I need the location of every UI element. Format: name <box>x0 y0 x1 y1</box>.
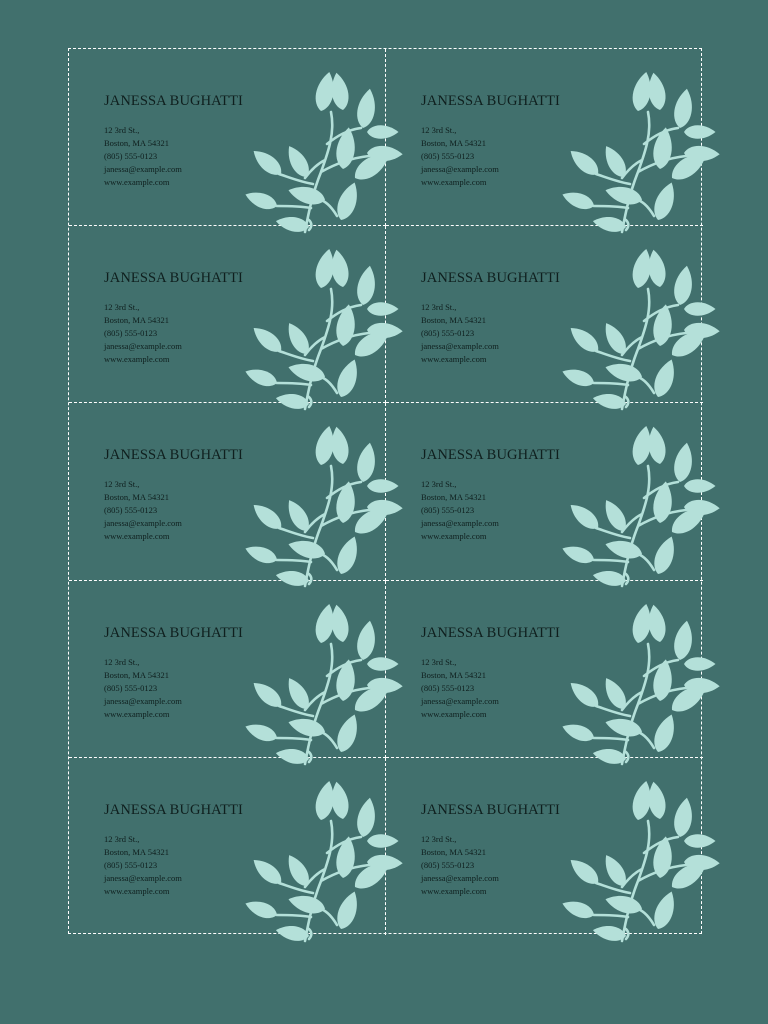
leaf-shape <box>684 145 720 162</box>
email-address: janessa@example.com <box>104 695 182 706</box>
leaf-branch-icon <box>582 769 704 943</box>
address-line-2: Boston, MA 54321 <box>421 315 486 326</box>
leaf-shape <box>334 481 358 525</box>
leaf-shape <box>672 442 696 484</box>
leaf-shape <box>603 182 644 207</box>
leaf-shape <box>650 534 680 577</box>
leaf-shape <box>645 426 668 466</box>
website: www.example.com <box>421 708 487 719</box>
website: www.example.com <box>104 885 170 896</box>
leaf-shape <box>334 303 358 347</box>
leaf-shape <box>645 780 668 820</box>
phone-number: (805) 555-0123 <box>104 151 158 161</box>
leaf-shape <box>334 658 358 702</box>
phone-number: (805) 555-0123 <box>104 328 158 339</box>
leaf-stem <box>594 466 686 586</box>
leaf-shape <box>283 497 314 536</box>
phone-number: (805) 555-0123 <box>104 505 158 516</box>
leaf-shape <box>286 182 327 207</box>
card-name: JANESSA BUGHATTI <box>104 270 243 287</box>
leaf-shape <box>603 537 644 562</box>
business-card <box>386 226 703 403</box>
leaf-shape <box>651 835 675 879</box>
leaf-shape <box>566 145 603 180</box>
leaf-stem <box>594 112 686 232</box>
leaf-shape <box>672 796 696 838</box>
email-address: janessa@example.com <box>421 518 499 529</box>
leaf-shape <box>600 674 631 713</box>
leaf-shape <box>651 126 675 170</box>
leaf-shape <box>333 534 363 577</box>
address-line-2: Boston, MA 54321 <box>104 138 169 148</box>
leaf-shape <box>333 711 363 754</box>
website: www.example.com <box>421 354 487 365</box>
address-line-2: Boston, MA 54321 <box>104 492 169 503</box>
card-contact-details <box>104 301 182 366</box>
leaf-shape <box>560 188 597 213</box>
leaf-shape <box>667 501 712 540</box>
leaf-shape <box>355 87 379 129</box>
leaf-shape <box>566 854 603 889</box>
leaf-shape <box>667 324 712 363</box>
email-address: janessa@example.com <box>421 695 499 706</box>
address-line-1: 12 3rd St., <box>104 479 140 490</box>
card-name: JANESSA BUGHATTI <box>104 624 243 641</box>
address-line-2: Boston, MA 54321 <box>421 846 486 857</box>
leaf-shape <box>313 70 338 113</box>
leaf-shape <box>249 145 286 180</box>
email-address: janessa@example.com <box>104 341 182 352</box>
business-card <box>386 758 703 935</box>
leaf-shape <box>630 779 655 822</box>
leaf-shape <box>355 619 379 661</box>
leaf-stem <box>594 644 686 764</box>
leaf-shape <box>286 360 327 385</box>
leaf-shape <box>645 249 668 289</box>
leaf-shape <box>630 602 655 645</box>
leaf-shape <box>667 855 712 894</box>
leaf-shape <box>560 896 597 921</box>
business-card <box>69 226 386 403</box>
leaf-stem <box>277 644 369 764</box>
email-address: janessa@example.com <box>421 872 499 883</box>
address-line-2: Boston, MA 54321 <box>104 315 169 326</box>
leaf-shape <box>313 425 338 468</box>
leaf-shape <box>243 188 280 213</box>
card-name: JANESSA BUGHATTI <box>421 801 560 818</box>
card-contact-details <box>104 124 182 189</box>
leaf-shape <box>328 780 351 820</box>
leaf-shape <box>328 71 351 111</box>
leaf-shape <box>684 677 720 694</box>
card-name: JANESSA BUGHATTI <box>421 93 560 109</box>
leaf-shape <box>334 126 358 170</box>
leaf-shape <box>600 142 631 181</box>
leaf-shape <box>355 796 379 838</box>
card-name: JANESSA BUGHATTI <box>104 801 243 818</box>
phone-number: (805) 555-0123 <box>421 859 475 870</box>
leaf-branch-icon <box>582 237 704 411</box>
leaf-shape <box>249 500 286 535</box>
leaf-shape <box>630 247 655 290</box>
leaf-shape <box>651 481 675 525</box>
leaf-stem <box>594 821 686 941</box>
business-card <box>69 49 386 226</box>
leaf-shape <box>283 674 314 713</box>
leaf-shape <box>684 500 720 517</box>
leaf-shape <box>313 247 338 290</box>
leaf-shape <box>313 602 338 645</box>
address-line-1: 12 3rd St., <box>421 125 457 135</box>
leaf-shape <box>630 425 655 468</box>
leaf-shape <box>328 426 351 466</box>
leaf-shape <box>600 319 631 358</box>
leaf-stem <box>277 112 369 232</box>
address-line-2: Boston, MA 54321 <box>421 669 486 680</box>
leaf-shape <box>672 619 696 661</box>
leaf-shape <box>334 835 358 879</box>
leaf-shape <box>566 322 603 357</box>
leaf-shape <box>243 542 280 567</box>
leaf-shape <box>650 357 680 400</box>
leaf-shape <box>684 657 716 671</box>
phone-number: (805) 555-0123 <box>421 505 475 516</box>
leaf-shape <box>667 147 712 186</box>
leaf-shape <box>684 834 716 848</box>
leaf-shape <box>592 923 628 943</box>
leaf-shape <box>566 500 603 535</box>
leaf-shape <box>603 891 644 916</box>
leaf-shape <box>650 180 680 223</box>
leaf-shape <box>333 888 363 931</box>
website: www.example.com <box>104 177 170 187</box>
address-line-1: 12 3rd St., <box>421 833 457 844</box>
card-contact-details <box>104 478 182 543</box>
phone-number: (805) 555-0123 <box>104 682 158 693</box>
leaf-shape <box>328 249 351 289</box>
leaf-shape <box>667 678 712 717</box>
leaf-shape <box>650 888 680 931</box>
phone-number: (805) 555-0123 <box>104 859 158 870</box>
leaf-shape <box>560 719 597 744</box>
leaf-shape <box>286 714 327 739</box>
address-line-1: 12 3rd St., <box>104 125 140 135</box>
card-contact-details <box>421 833 499 898</box>
leaf-shape <box>645 603 668 643</box>
address-line-2: Boston, MA 54321 <box>104 669 169 680</box>
address-line-2: Boston, MA 54321 <box>421 138 486 148</box>
leaf-shape <box>672 87 696 129</box>
address-line-1: 12 3rd St., <box>104 833 140 844</box>
leaf-shape <box>355 264 379 306</box>
leaf-shape <box>243 896 280 921</box>
card-name: JANESSA BUGHATTI <box>421 270 560 287</box>
address-line-2: Boston, MA 54321 <box>421 492 486 503</box>
business-card <box>69 403 386 580</box>
leaf-shape <box>603 360 644 385</box>
leaf-shape <box>249 322 286 357</box>
website: www.example.com <box>104 531 170 542</box>
business-card <box>386 581 703 758</box>
leaf-shape <box>333 180 363 223</box>
leaf-shape <box>333 357 363 400</box>
leaf-shape <box>603 714 644 739</box>
leaf-shape <box>684 480 716 494</box>
website: www.example.com <box>104 708 170 719</box>
leaf-shape <box>651 658 675 702</box>
leaf-shape <box>283 851 314 890</box>
leaf-shape <box>560 365 597 390</box>
leaf-branch-icon <box>265 237 387 411</box>
leaf-shape <box>650 711 680 754</box>
leaf-shape <box>566 677 603 712</box>
email-address: janessa@example.com <box>421 164 499 174</box>
card-name: JANESSA BUGHATTI <box>104 447 243 464</box>
address-line-1: 12 3rd St., <box>421 302 457 313</box>
address-line-1: 12 3rd St., <box>104 656 140 667</box>
leaf-branch-icon <box>265 592 387 766</box>
card-contact-details <box>421 301 499 366</box>
email-address: janessa@example.com <box>104 518 182 529</box>
leaf-shape <box>249 677 286 712</box>
address-line-2: Boston, MA 54321 <box>104 846 169 857</box>
card-contact-details <box>421 478 499 543</box>
phone-number: (805) 555-0123 <box>421 328 475 339</box>
card-name: JANESSA BUGHATTI <box>421 624 560 641</box>
email-address: janessa@example.com <box>104 872 182 883</box>
card-name: JANESSA BUGHATTI <box>421 447 560 464</box>
leaf-shape <box>313 779 338 822</box>
card-contact-details <box>421 124 499 189</box>
address-line-1: 12 3rd St., <box>421 656 457 667</box>
leaf-stem <box>277 466 369 586</box>
website: www.example.com <box>421 531 487 542</box>
business-card <box>386 403 703 580</box>
leaf-branch-icon <box>265 769 387 943</box>
phone-number: (805) 555-0123 <box>421 682 475 693</box>
website: www.example.com <box>104 354 170 365</box>
leaf-shape <box>243 719 280 744</box>
leaf-branch-icon <box>582 414 704 588</box>
business-card <box>69 581 386 758</box>
leaf-shape <box>684 323 720 340</box>
leaf-shape <box>651 303 675 347</box>
leaf-shape <box>355 442 379 484</box>
leaf-shape <box>283 142 314 181</box>
leaf-stem <box>277 289 369 409</box>
leaf-shape <box>684 854 720 871</box>
leaf-shape <box>684 125 716 139</box>
card-name: JANESSA BUGHATTI <box>104 93 243 109</box>
leaf-branch-icon <box>582 592 704 766</box>
email-address: janessa@example.com <box>104 164 182 174</box>
leaf-shape <box>286 537 327 562</box>
leaf-branch-icon <box>265 60 387 234</box>
address-line-1: 12 3rd St., <box>104 302 140 313</box>
address-line-1: 12 3rd St., <box>421 479 457 490</box>
leaf-branch-icon <box>582 60 704 234</box>
leaf-shape <box>630 70 655 113</box>
leaf-stem <box>277 821 369 941</box>
business-card <box>386 49 703 226</box>
leaf-shape <box>684 302 716 316</box>
leaf-shape <box>600 497 631 536</box>
leaf-branch-icon <box>265 414 387 588</box>
phone-number: (805) 555-0123 <box>421 151 475 161</box>
card-contact-details <box>421 656 499 721</box>
business-card <box>69 758 386 935</box>
leaf-shape <box>560 542 597 567</box>
leaf-shape <box>645 71 668 111</box>
leaf-shape <box>249 854 286 889</box>
card-grid <box>68 48 702 934</box>
leaf-shape <box>243 365 280 390</box>
leaf-shape <box>672 264 696 306</box>
card-contact-details <box>104 833 182 898</box>
leaf-stem <box>594 289 686 409</box>
leaf-shape <box>283 319 314 358</box>
leaf-shape <box>286 891 327 916</box>
email-address: janessa@example.com <box>421 341 499 352</box>
leaf-shape <box>275 923 311 943</box>
leaf-shape <box>328 603 351 643</box>
website: www.example.com <box>421 885 487 896</box>
card-contact-details <box>104 656 182 721</box>
leaf-shape <box>600 851 631 890</box>
website: www.example.com <box>421 177 487 187</box>
